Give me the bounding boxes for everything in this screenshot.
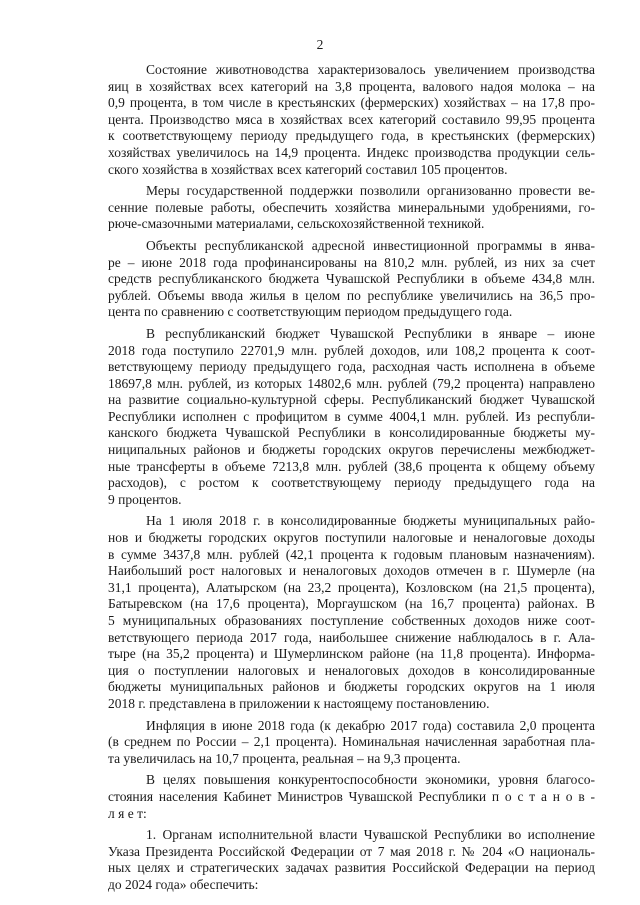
text-line: В республиканский бюджет Чувашской Республики в январе – июне bbox=[146, 325, 595, 341]
text-line: ского хозяйства в хозяйствах всех категорий составил 105 процентов. bbox=[108, 161, 508, 177]
paragraph bbox=[108, 183, 595, 233]
text-line: ре – июне 2018 года профинансированы на 810,2 млн. рублей, из них за счет bbox=[108, 254, 595, 270]
text-line: к соответствующему периоду предыдущего года, в крестьянских (фермерских) bbox=[108, 128, 595, 144]
text-line: рублей. Объемы ввода жилья в целом по республике увеличились на 36,5 про- bbox=[108, 287, 595, 303]
text-line: ветствующему периоду предыдущего года, расходная часть исполнена в объеме bbox=[108, 359, 595, 375]
text-line: нов и бюджеты городских округов поступили налоговые и неналоговые доходы bbox=[108, 530, 595, 546]
text-line: та увеличилась на 10,7 процента, реальная – на 9,3 процента. bbox=[108, 750, 461, 766]
text-line: 18697,8 млн. рублей, из которых 14802,6 млн. рублей (79,2 процента) направлено bbox=[108, 375, 595, 391]
text-line: Указа Президента Российской Федерации от 7 мая 2018 г. № 204 «О националь- bbox=[108, 843, 595, 859]
text-line: ных целях и стратегических задачах развития Российской Федерации на период bbox=[108, 860, 595, 876]
text-line: ниципальных районов и бюджеты городских округов перечислены межбюджет- bbox=[108, 442, 595, 458]
text-line: 9 процентов. bbox=[108, 491, 182, 507]
text-line: средств республиканского бюджета Чувашской Республики в объеме 434,8 млн. bbox=[108, 271, 595, 287]
text-line: (в среднем по России – 2,1 процента). Номинальная начисленная заработная пла- bbox=[108, 734, 595, 750]
text-line: л я е т: bbox=[108, 805, 147, 821]
text-line: стояния населения Кабинет Министров Чувашской Республики п о с т а н о в - bbox=[108, 788, 595, 804]
text-line: рюче-смазочными материалами, сельскохозяйственной техникой. bbox=[108, 216, 485, 232]
paragraph bbox=[108, 827, 595, 893]
text-line: ные трансферты в объеме 7213,8 млн. рублей (38,6 процента к общему объему bbox=[108, 458, 595, 474]
paragraph bbox=[108, 718, 595, 768]
text-line: Инфляция в июне 2018 года (к декабрю 2017 года) составила 2,0 процента bbox=[146, 717, 595, 733]
text-line: сенние полевые работы, обеспечить хозяйства минеральными удобрениями, го- bbox=[108, 199, 595, 215]
text-line: хозяйствах увеличилось на 14,9 процента. Индекс производства продукции сель- bbox=[108, 144, 595, 160]
text-line: 5 муниципальных образованиях поступление собственных доходов ниже соот- bbox=[108, 613, 595, 628]
page-number: 2 bbox=[316, 37, 324, 52]
text-line: 0,9 процента, в том числе в крестьянских (фермерских) хозяйствах – на 17,8 про- bbox=[108, 95, 595, 111]
text-line: ция о поступлении налоговых и неналоговых доходов в консолидированные bbox=[108, 662, 595, 678]
text-line: канского бюджета Чувашской Республики в консолидированные бюджеты му- bbox=[108, 425, 595, 441]
paragraph bbox=[108, 238, 595, 321]
text-line: 1. Органам исполнительной власти Чувашской Республики во исполнение bbox=[146, 827, 595, 843]
text-line: 2018 г. представлена в приложении к настоящему постановлению. bbox=[108, 695, 490, 711]
text-line: цента. Производство мяса в хозяйствах всех категорий составило 99,95 процента bbox=[108, 111, 595, 127]
text-line: тыре (на 35,2 процента) и Шумерлинском районе (на 11,8 процента). Информа- bbox=[108, 646, 595, 662]
text-line: цента по сравнению с соответствующим периодом предыдущего года. bbox=[108, 304, 513, 320]
text-line: ветствующего периода 2017 года, наибольшее снижение наблюдалось в г. Ала- bbox=[108, 629, 595, 645]
paragraph bbox=[108, 513, 595, 712]
text-line: Батыревском (на 17,6 процента), Моргаушском (на 16,7 процента) районах. В bbox=[108, 596, 595, 612]
text-line: яиц в хозяйствах всех категорий на 3,8 процента, валового надоя молока – на bbox=[108, 78, 595, 94]
text-line: На 1 июля 2018 г. в консолидированные бюджеты муниципальных райо- bbox=[146, 513, 595, 529]
text-line: на развитие социально-культурной сферы. Республиканский бюджет Чувашской bbox=[108, 392, 595, 408]
document-body bbox=[108, 62, 595, 899]
text-line: 31,1 процента), Алатырском (на 23,2 процента), Козловском (на 21,5 процента), bbox=[108, 579, 595, 595]
text-line: Республики исполнен с профицитом в сумме 4004,1 млн. рублей. Из республи- bbox=[108, 408, 595, 424]
text-line: Объекты республиканской адресной инвестиционной программы в янва- bbox=[146, 237, 595, 253]
text-line: до 2024 года» обеспечить: bbox=[108, 876, 259, 892]
text-line: В целях повышения конкурентоспособности экономики, уровня благосо- bbox=[146, 772, 595, 788]
paragraph bbox=[108, 772, 595, 822]
text-line: бюджеты муниципальных районов и бюджеты городских округов на 1 июля bbox=[108, 679, 595, 695]
text-line: Меры государственной поддержки позволили организованно провести ве- bbox=[146, 183, 595, 199]
paragraph bbox=[108, 326, 595, 509]
text-line: в сумме 3437,8 млн. рублей (42,1 процента к годовым плановым назначениям). bbox=[108, 546, 595, 562]
text-line: 2018 года поступило 22701,9 млн. рублей доходов, или 108,2 процента к соот- bbox=[108, 342, 595, 358]
text-line: Наибольший рост налоговых и неналоговых доходов отмечен в г. Шумерле (на bbox=[108, 563, 595, 579]
paragraph bbox=[108, 62, 595, 178]
text-line: расходов), с ростом к соответствующему периоду предыдущего года на bbox=[108, 475, 595, 491]
text-line: Состояние животноводства характеризовалось увеличением производства bbox=[146, 62, 595, 77]
